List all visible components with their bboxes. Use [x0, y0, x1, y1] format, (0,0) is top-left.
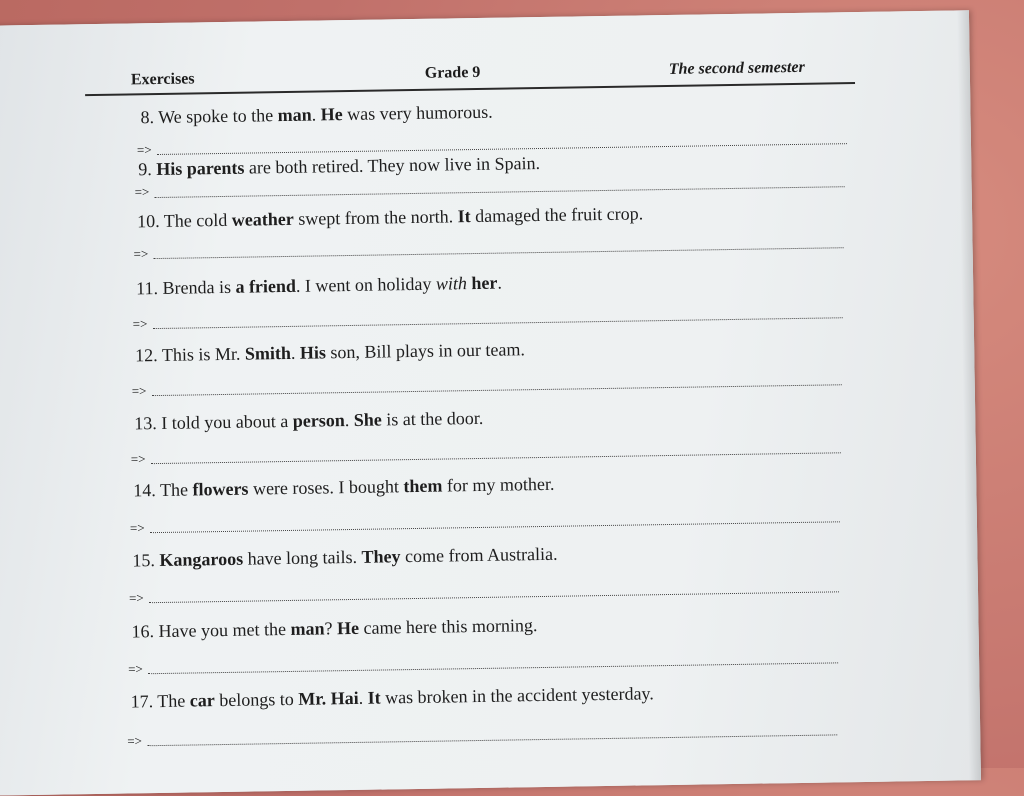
exercise-item [136, 95, 920, 158]
exercise-number: 13. [134, 412, 162, 434]
emphasized-word: Kangaroos [159, 548, 244, 571]
answer-arrow: => [134, 184, 150, 200]
exercise-question [132, 544, 557, 572]
exercise-item [133, 199, 917, 262]
sentence-text: . I went on holiday [295, 273, 437, 296]
exercise-number: 14. [133, 479, 161, 501]
answer-arrow: => [130, 451, 146, 467]
emphasized-word: person [292, 410, 345, 431]
exercise-item [129, 468, 913, 536]
exercise-number: 12. [135, 344, 163, 366]
sentence-text: was very humorous. [342, 101, 493, 125]
answer-line[interactable] [152, 384, 842, 396]
answer-arrow: => [133, 246, 149, 262]
sentence-text: . [497, 272, 503, 293]
emphasized-word: her [471, 272, 498, 294]
sentence-text: belongs to [214, 688, 299, 711]
answer-arrow: => [131, 383, 147, 399]
exercise-question [133, 474, 554, 502]
exercise-item [128, 538, 912, 606]
sentence-text: This is Mr. [161, 343, 246, 365]
exercise-question [135, 339, 525, 366]
sentence-text: Brenda is [162, 276, 236, 298]
emphasized-word: His [299, 342, 327, 363]
exercise-question [138, 153, 540, 180]
sentence-text: come from Australia. [400, 543, 558, 567]
exercise-question [137, 203, 643, 232]
answer-arrow: => [136, 142, 152, 158]
answer-line[interactable] [151, 452, 841, 464]
answer-arrow: => [132, 316, 148, 332]
exercise-number: 17. [130, 691, 158, 712]
sentence-text: Have you met the [158, 618, 291, 642]
exercise-number: 15. [132, 550, 160, 571]
emphasized-word: His parents [156, 157, 245, 180]
answer-line[interactable] [150, 521, 840, 533]
sentence-text: are both retired. They now live in Spain. [244, 152, 541, 178]
exercise-question [140, 102, 493, 129]
worksheet-page [0, 10, 981, 796]
worksheet-header [85, 52, 855, 96]
exercise-item [128, 609, 911, 677]
sentence-text: . [290, 342, 301, 363]
header-exercises: Exercises [130, 70, 195, 89]
exercise-number: 9. [138, 159, 157, 180]
sentence-text: was broken in the accident yesterday. [380, 683, 654, 708]
emphasized-word: He [336, 617, 360, 639]
exercise-number: 11. [135, 277, 163, 299]
emphasized-word: weather [231, 208, 294, 230]
emphasized-word: They [361, 546, 401, 567]
emphasized-word: man [290, 618, 325, 639]
answer-line[interactable] [149, 591, 839, 603]
exercise-item [132, 266, 916, 332]
answer-line[interactable] [154, 247, 844, 259]
emphasized-word: She [353, 409, 382, 430]
emphasized-word: flowers [192, 478, 249, 500]
emphasized-word: car [189, 690, 215, 711]
exercise-number: 16. [131, 621, 159, 642]
exercise-item [131, 333, 915, 399]
exercise-question [134, 408, 483, 434]
sentence-text: ? [324, 618, 338, 639]
sentence-text: swept from the north. [293, 206, 458, 229]
sentence-text: have long tails. [242, 546, 362, 569]
exercise-item [130, 401, 914, 467]
exercise-number: 8. [140, 106, 159, 128]
emphasized-word: Smith [244, 342, 292, 364]
exercise-question [130, 683, 653, 712]
page-edge-shadow [957, 10, 981, 780]
emphasized-word: them [403, 475, 443, 497]
emphasized-word: Mr. Hai [298, 687, 359, 709]
answer-line[interactable] [155, 186, 845, 198]
exercise-item [127, 679, 910, 749]
answer-arrow: => [128, 590, 144, 606]
sentence-text: The cold [163, 209, 232, 231]
answer-line[interactable] [147, 734, 837, 746]
emphasized-word: man [277, 104, 312, 126]
sentence-text: came here this morning. [358, 615, 538, 638]
answer-line[interactable] [153, 317, 843, 329]
exercise-question [136, 273, 502, 300]
emphasized-word: He [320, 104, 343, 125]
sentence-text: damaged the fruit crop. [470, 203, 644, 227]
italic-word: with [435, 273, 468, 294]
answer-arrow: => [129, 520, 145, 536]
sentence-text: . [311, 104, 321, 125]
sentence-text: . [358, 687, 368, 708]
sentence-text: son, Bill plays in our team. [325, 339, 526, 363]
emphasized-word: It [457, 206, 471, 227]
sentence-text: is at the door. [381, 407, 484, 430]
sentence-text: were roses. I bought [248, 476, 404, 499]
sentence-text: for my mother. [442, 473, 555, 496]
emphasized-word: It [367, 687, 381, 708]
exercise-number: 10. [136, 210, 164, 232]
sentence-text: We spoke to the [157, 105, 278, 127]
sentence-text: The [159, 479, 193, 500]
exercise-question [131, 615, 537, 642]
sentence-text: I told you about a [161, 410, 293, 433]
answer-arrow: => [128, 661, 143, 677]
header-grade: Grade 9 [424, 63, 481, 82]
emphasized-word: a friend [235, 275, 297, 297]
answer-arrow: => [127, 733, 143, 749]
sentence-text: . [344, 409, 354, 431]
sentence-text: The [157, 690, 190, 712]
answer-line[interactable] [148, 662, 838, 674]
header-semester: The second semester [668, 58, 805, 78]
